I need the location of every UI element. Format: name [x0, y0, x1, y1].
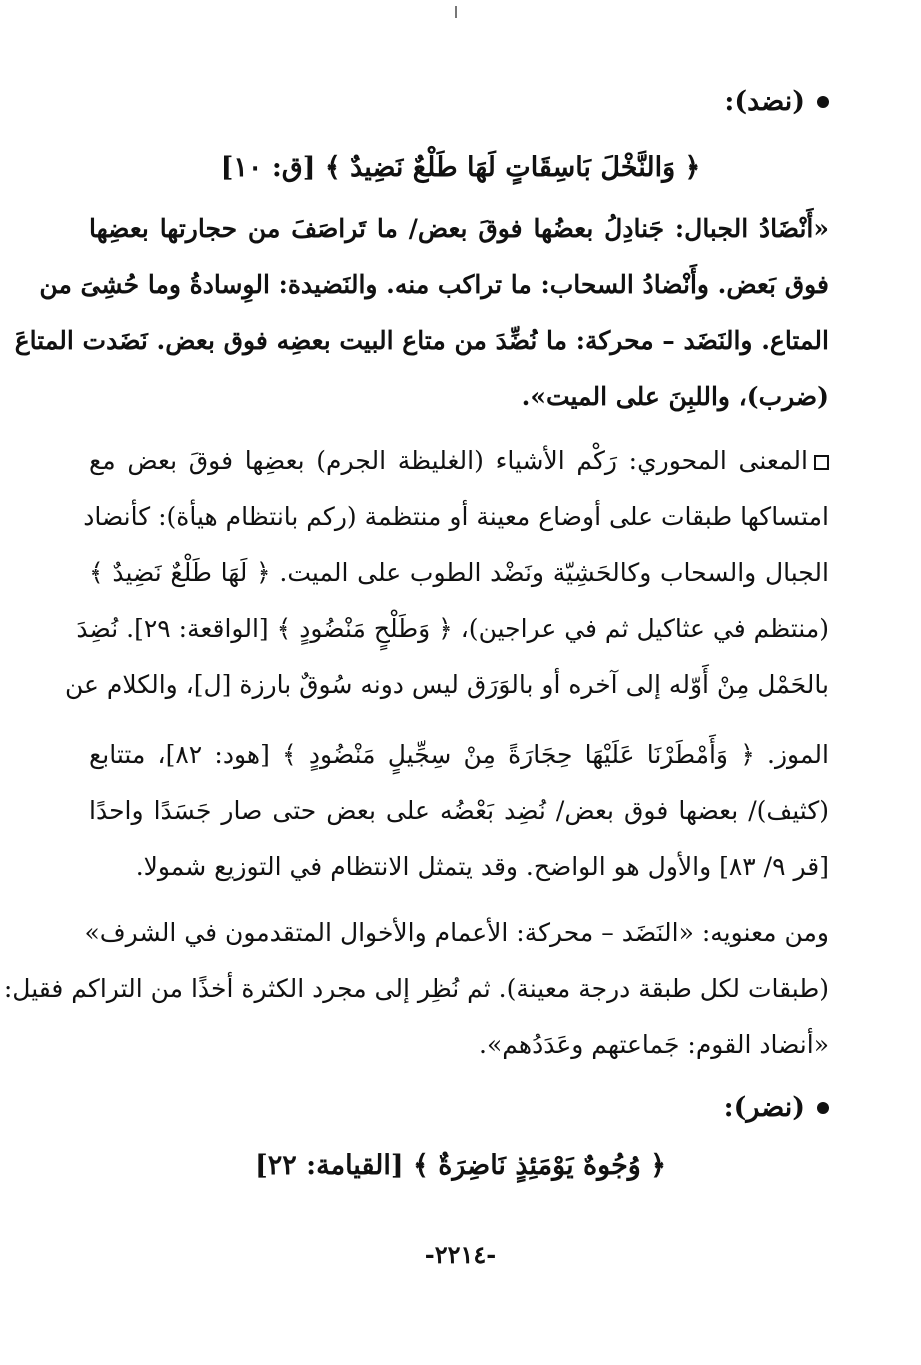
para2-line-4: (منتظم في عثاكيل ثم في عراجين)، ﴿ وَطَلْحٍ مَنْضُودٍ ﴾ [الواقعة: ٢٩]. نُضِدَ — [76, 614, 829, 643]
square-marker-icon — [814, 455, 829, 470]
para2-line-8: [قر ٩/ ٨٣] والأول هو الواضح. وقد يتمثل الانتظام في التوزيع شمولا. — [135, 852, 829, 881]
entry-heading-nadad — [724, 86, 829, 117]
heading-label: (نضد): — [724, 86, 805, 117]
para2-line-1-text: المعنى المحوري: رَكْم الأشياء (الغليظة الجرم) بعضِها فوقَ بعض مع — [89, 446, 808, 475]
bullet-icon — [817, 1102, 829, 1114]
para3-line-2: (طبقات لكل طبقة درجة معينة). ثم نُظِر إلى مجرد الكثرة أخذًا من التراكم فقيل: — [3, 974, 829, 1003]
para2-line-5: بالحَمْل مِنْ أَوّله إلى آخره أو بالوَرَق ليس دونه سُوقٌ بارزة [ل]، والكلام عن — [65, 670, 829, 699]
para2-line-1 — [89, 442, 829, 480]
quran-verse-1: ﴿ وَالنَّخْلَ بَاسِقَاتٍ لَهَا طَلْعٌ نَضِيدٌ ﴾ [ق: ١٠] — [220, 152, 701, 183]
para1-line-4: (ضرب)، واللبِنَ على الميت». — [521, 382, 829, 411]
para2-line-3: الجبال والسحاب وكالحَشِيّة ونَضْد الطوب على الميت. ﴿ لَهَا طَلْعٌ نَضِيدٌ ﴾ — [89, 558, 829, 587]
quran-verse-2: ﴿ وُجُوهٌ يَوْمَئِذٍ نَاضِرَةٌ ﴾ [القيامة: ٢٢] — [254, 1150, 667, 1181]
para3-line-1: ومن معنويه: «النَضَد – محركة: الأعمام والأخوال المتقدمون في الشرف» — [84, 918, 829, 947]
para2-line-6: الموز. ﴿ وَأَمْطَرْنَا عَلَيْهَا حِجَارَةً مِنْ سِجِّيلٍ مَنْضُودٍ ﴾ [هود: ٨٢]، متتابع — [89, 740, 829, 769]
para2-line-7: (كثيف)/ بعضها فوق بعض/ نُضِد بَعْضُه على بعض حتى صار جَسَدًا واحدًا — [89, 796, 829, 825]
para2-line-2: امتساكها طبقات على أوضاع معينة أو منتظمة (ركم بانتظام هيأة): كأنضاد — [83, 502, 829, 531]
bullet-icon — [817, 96, 829, 108]
para1-line-3: المتاع. والنَضَد – محركة: ما نُضِّدَ من متاع البيت بعضِه فوق بعض. نَضَدت المتاعَ — [14, 326, 829, 355]
para3-line-3: «أنضاد القوم: جَماعتهم وعَدَدُهم». — [479, 1030, 829, 1059]
heading-label: (نضر): — [723, 1092, 805, 1123]
top-crop-mark — [455, 6, 457, 18]
page-number: -٢٢١٤- — [424, 1240, 497, 1269]
para1-line-1: «أَنْضَادُ الجبال: جَنادِلُ بعضُها فوقَ بعض/ ما تَراصَفَ من حجارتها بعضِها — [89, 214, 829, 243]
entry-heading-nadar — [724, 1092, 829, 1123]
para1-line-2: فوق بَعض. وأَنْضادُ السحاب: ما تراكب منه. والنَضيدة: الوِسادةُ وما حُشِىَ من — [39, 270, 829, 299]
